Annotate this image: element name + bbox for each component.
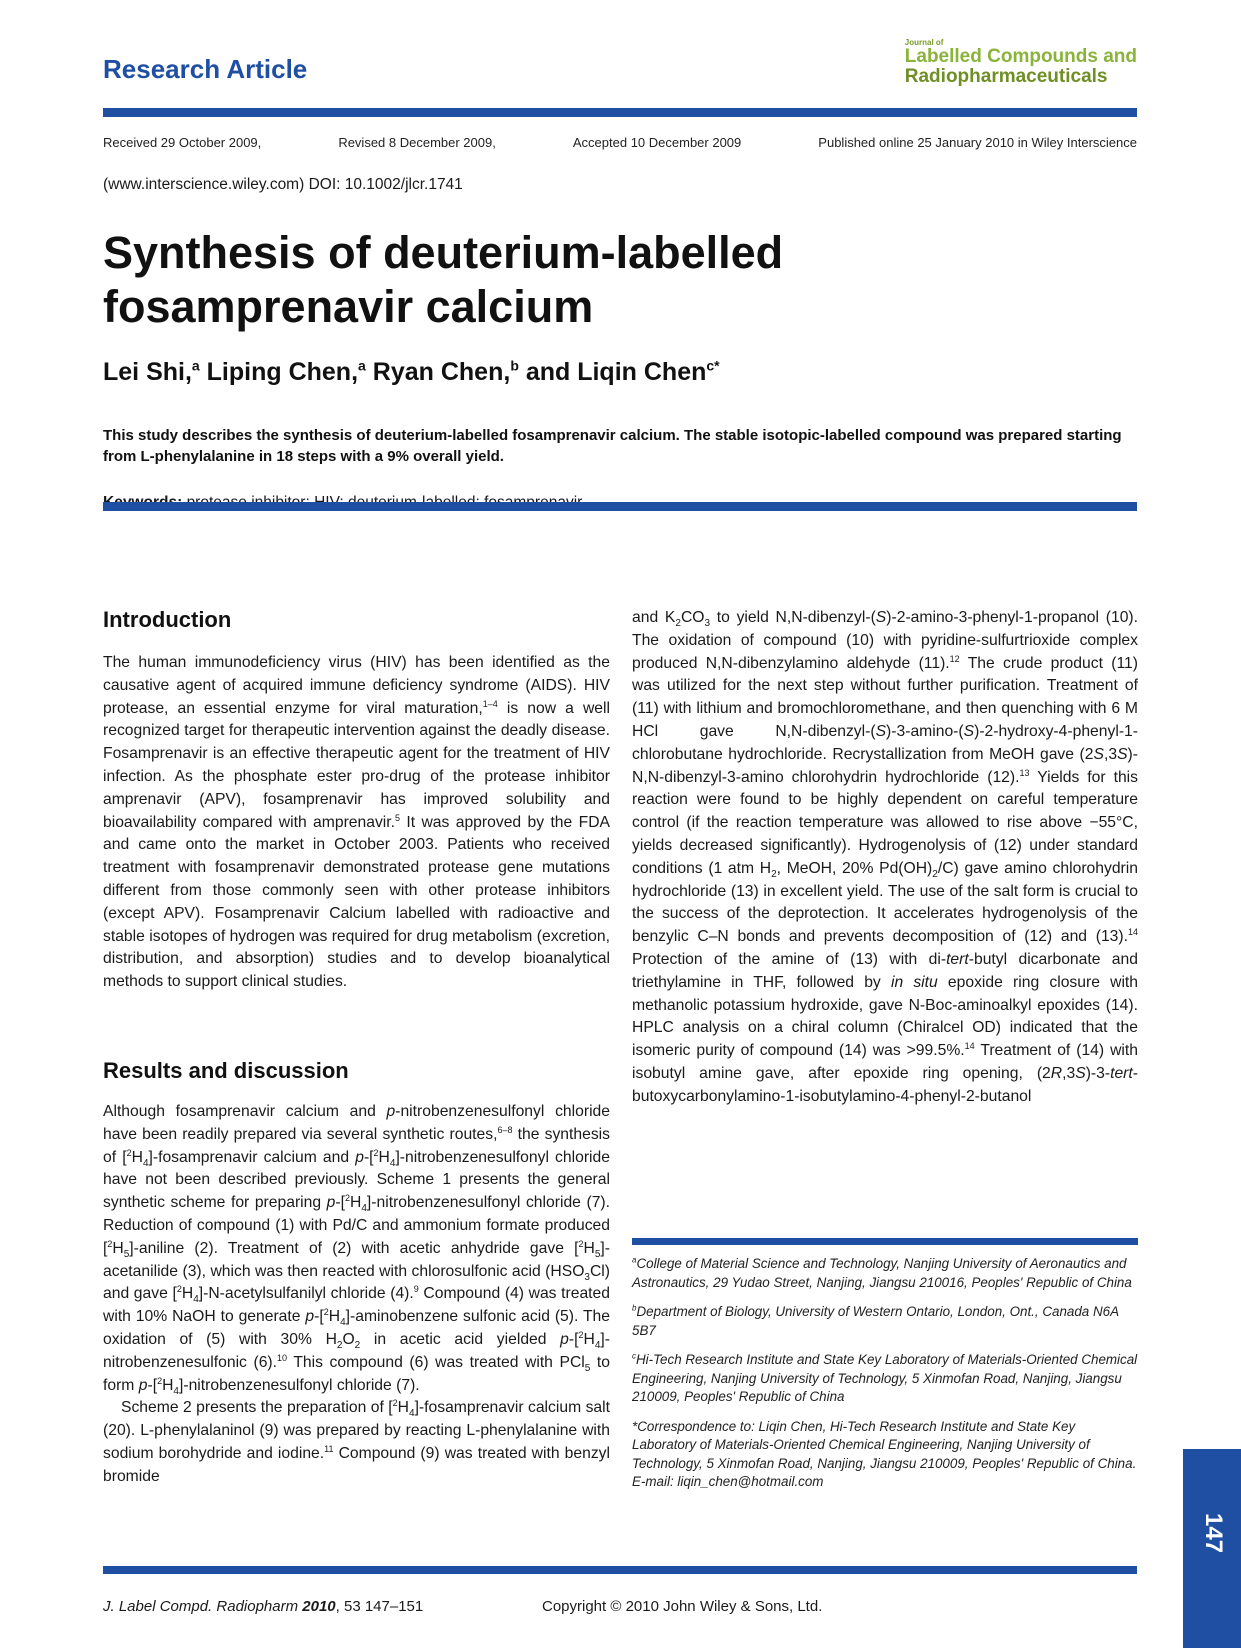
citation-year: 2010 bbox=[302, 1598, 336, 1615]
abstract-rule bbox=[103, 502, 1137, 511]
received-date: Received 29 October 2009, bbox=[103, 135, 262, 150]
page-number-tab bbox=[1183, 1449, 1241, 1648]
footer-citation bbox=[103, 1598, 423, 1615]
affiliation-a: $^a$College of Material Science and Technology, Nanjing University of Aeronautics and Astronautics, 29 Yudao Street, Nanjing, Jiangsu 210016, Peoples' Republic of China bbox=[632, 1255, 1132, 1290]
journal-abbreviation: J. Label Compd. Radiopharm bbox=[103, 1598, 299, 1615]
author-name: Liping Chen, bbox=[206, 358, 359, 386]
title-line-1: Synthesis of deuterium-labelled bbox=[103, 227, 784, 278]
author-list bbox=[103, 358, 720, 387]
journal-logo bbox=[905, 38, 1137, 87]
page-number: 147 bbox=[1200, 1513, 1227, 1554]
section-heading-results: Results and discussion bbox=[103, 1058, 349, 1083]
affiliation-c: $^c$Hi-Tech Research Institute and State Key Laboratory of Materials-Oriented Chemical Engineering, Nanjing University of Technology, 5 Xinmofan Road, Nanjing, Jiangsu 210009, Peoples' Republic of China bbox=[632, 1351, 1138, 1404]
accepted-date: Accepted 10 December 2009 bbox=[572, 135, 742, 150]
journal-logo-line2: Radiopharmaceuticals bbox=[904, 66, 1108, 87]
abstract: This study describes the synthesis of deuterium-labelled fosamprenavir calcium. The stable isotopic-labelled compound was prepared starting from L-phenylalanine in 18 steps with a 9% overall yield. bbox=[103, 427, 1122, 465]
introduction-text: The human immunodeficiency virus (HIV) has been identified as the causative agent of acquired immune deficiency syndrome (AIDS). HIV protease, an essential enzyme for viral maturation,$^{1-4}$ is now a well recognized target for therapeutic intervention against the deadly disease. Fosamprenavir is an effective therapeutic agent for the treatment of HIV infection. As the phosphate ester pro-drug of the protease inhibitor amprenavir (APV), fosamprenavir has improved solubility and bioavailability compared with amprenavir.$^5$ It was approved by the FDA and came onto the market in October 2003. Patients who received treatment with fosamprenavir demonstrated protease gene mutations different from those commonly seen with other protease inhibitors (except APV). Fosamprenavir Calcium labelled with radioactive and stable isotopes of hydrogen was required for drug metabolism (excretion, distribution, and absorption) studies and to develop bioanalytical methods to support clinical studies. bbox=[103, 654, 610, 991]
correspondence-email: E-mail: liqin_chen@hotmail.com bbox=[632, 1474, 824, 1489]
author-affiliation-mark: a bbox=[358, 357, 366, 374]
author-affiliation-mark: a bbox=[191, 357, 200, 374]
author-affiliation-mark: c* bbox=[706, 357, 720, 374]
title-line-2: fosamprenavir calcium bbox=[103, 281, 594, 332]
correspondence bbox=[632, 1418, 1138, 1492]
affiliation-b: $^b$Department of Biology, University of Western Ontario, London, Ont., Canada N6A 5B7 bbox=[632, 1303, 1119, 1338]
published-date: Published online 25 January 2010 in Wiley Interscience bbox=[818, 135, 1137, 150]
header-rule bbox=[103, 108, 1137, 117]
doi-line: (www.interscience.wiley.com) DOI: 10.1002/jlcr.1741 bbox=[103, 176, 463, 193]
affiliations bbox=[632, 1255, 1138, 1492]
footer-rule bbox=[103, 1566, 1137, 1574]
journal-logo-line1: Labelled Compounds and bbox=[904, 46, 1137, 67]
author-name: Lei Shi, bbox=[103, 358, 192, 386]
article-type-label: Research Article bbox=[103, 54, 308, 84]
article-title bbox=[103, 226, 1003, 334]
author-name: Ryan Chen, bbox=[372, 358, 511, 386]
citation-volume-pages: , 53 147–151 bbox=[335, 1598, 424, 1615]
author-affiliation-mark: b bbox=[510, 357, 519, 374]
journal-logo-prefix: Journal of bbox=[904, 38, 944, 47]
copyright-notice: Copyright © 2010 John Wiley & Sons, Ltd. bbox=[542, 1598, 823, 1615]
section-heading-introduction: Introduction bbox=[103, 607, 232, 632]
revised-date: Revised 8 December 2009, bbox=[338, 135, 496, 150]
results-text-continued: and $K_2CO_3$ to yield N,N-dibenzyl-(S)-2-amino-3-phenyl-1-propanol (10). The oxidation of compound (10) with pyridine-sulfurtrioxide complex produced N,N-dibenzylamino aldehyde (11).$^{12}$ The crude product (11) was utilized for the next step without further purification. Treatment of (11) with lithium and bromochloromethane, and then quenching with 6 M HCl gave N,N-dibenzyl-(S)-3-amino-(S)-2-hydroxy-4-phenyl-1-chlorobutane hydrochloride. Recrystallization from MeOH gave (2S,3S)-N,N-dibenzyl-3-amino chlorohydrin hydrochloride (12).$^{13}$ Yields for this reaction were found to be highly dependent on careful temperature control (if the reaction temperature was allowed to rise above −55°C, yields decreased significantly). Hydrogenolysis of (12) under standard conditions (1 atm $H_2$, MeOH, 20% $Pd(OH)_2/C$) gave amino chlorohydrin hydrochloride (13) in excellent yield. The use of the salt form is crucial to the success of the deprotection. It accelerates hydrogenolysis of the benzylic C–N bonds and prevents decomposition of (12) and (13).$^{14}$ Protection of the amine of (13) with di-tert-butyl dicarbonate and triethylamine in THF, followed by in situ epoxide ring closure with methanolic potassium hydroxide, gave N-Boc-aminoalkyl epoxides (14). HPLC analysis on a chiral column (Chiralcel OD) indicated that the isomeric purity of compound (14) was >99.5%.$^{14}$ Treatment of (14) with isobutyl amine gave, after epoxide ring opening, (2R,3S)-3-tert-butoxycarbonylamino-1-isobutylamino-4-phenyl-2-butanol bbox=[632, 609, 1139, 1105]
correspondence-text: *Correspondence to: Liqin Chen, Hi-Tech Research Institute and State Key Laboratory of Materials-Oriented Chemical Engineering, Nanjing University of Technology, 5 Xinmofan Road, Nanjing, Jiangsu 210009, Peoples' Republic of China. bbox=[632, 1418, 1137, 1471]
author-name: and Liqin Chen bbox=[525, 358, 707, 386]
results-text: Although fosamprenavir calcium and p-nitrobenzenesulfonyl chloride have been readily prepared via several synthetic routes,$^{6-8}$ the synthesis of $[^2H_4]$-fosamprenavir calcium and $p-[^2H_4]$-nitrobenzenesulfonyl chloride have not been described previously. Scheme 1 presents the general synthetic scheme for preparing $p-[^2H_4]$-nitrobenzenesulfonyl chloride (7). Reduction of compound (1) with Pd/C and ammonium formate produced $[^2H_5]$-aniline (2). Treatment of (2) with acetic anhydride gave $[^2H_5]$-acetanilide (3), which was then reacted with chlorosulfonic acid $(HSO_3Cl)$ and gave $[^2H_4]-N$-acetylsulfanilyl chloride (4).$^9$ Compound (4) was treated with 10% NaOH to generate $p-[^2H_4]$-aminobenzene sulfonic acid (5). The oxidation of (5) with 30% $H_2O_2$ in acetic acid yielded $p-[^2H_4]$-nitrobenzenesulfonic (6).$^{10}$ This compound (6) was treated with PCl$_5$ to form $p-[^2H_4]$-nitrobenzenesulfonyl chloride (7). Scheme 2 presents the preparation of $[^2H_4]$-fosamprenavir calcium salt (20). L-phenylalaninol (9) was prepared by reacting L-phenylalanine with sodium borohydride and iodine.$^{11}$ Compound (9) was treated with benzyl bromide bbox=[103, 1103, 611, 1485]
publication-dates bbox=[103, 135, 1137, 150]
affiliations-rule bbox=[632, 1238, 1138, 1245]
